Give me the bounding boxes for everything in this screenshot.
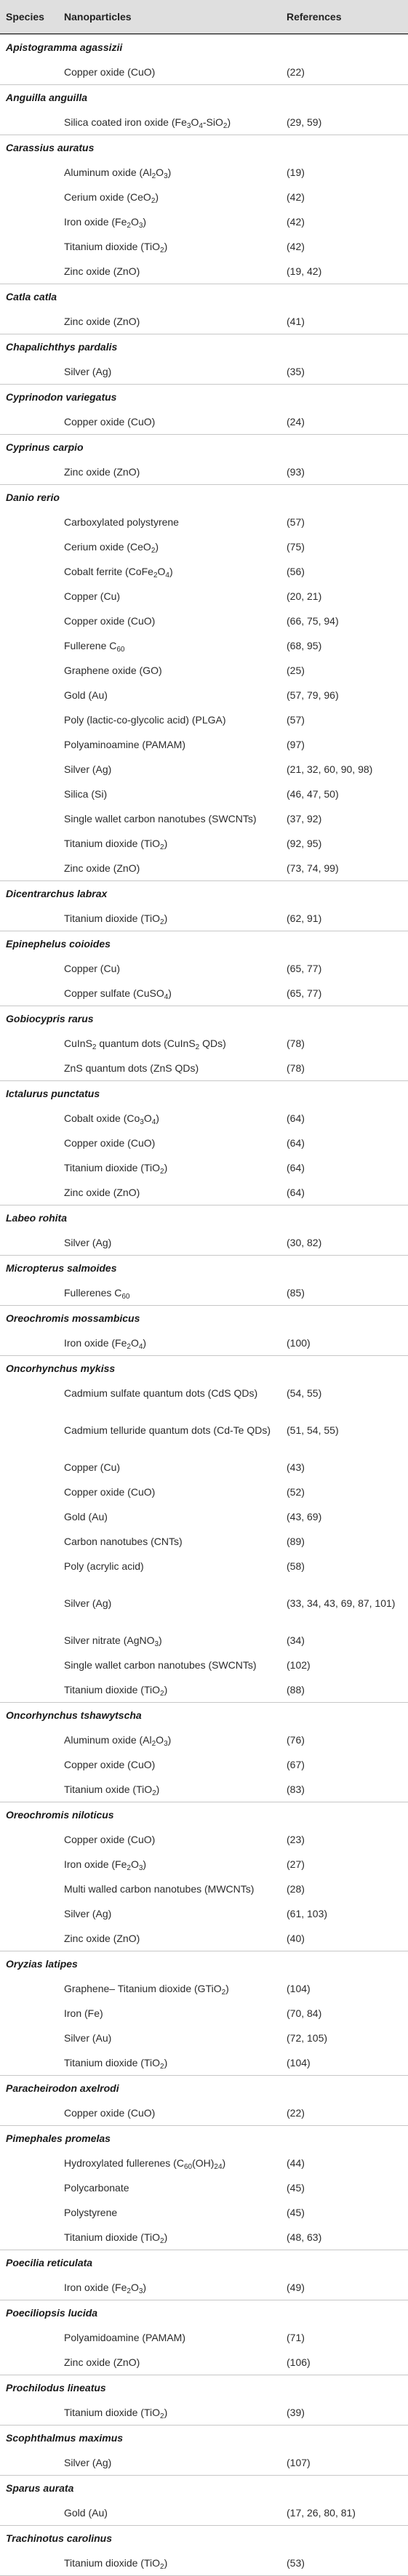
table-row <box>0 1852 408 1877</box>
nanoparticle-cell: Carboxylated polystyrene <box>64 515 179 528</box>
reference-cell: (51, 54, 55) <box>287 1424 339 1436</box>
reference-cell: (65, 77) <box>287 987 322 999</box>
nanoparticle-cell: Gold (Au) <box>64 689 108 701</box>
table-row <box>0 1180 408 1205</box>
reference-cell: (56) <box>287 565 305 577</box>
reference-cell: (100) <box>287 1336 311 1349</box>
table-row <box>0 2450 408 2475</box>
reference-cell: (52) <box>287 1485 305 1498</box>
reference-cell: (43, 69) <box>287 1510 322 1522</box>
nanoparticle-cell: Titanium dioxide (TiO$_2$) <box>64 240 168 254</box>
table-row <box>0 1653 408 1677</box>
reference-cell: (89) <box>287 1535 305 1547</box>
species-row <box>0 1080 408 1106</box>
reference-cell: (57, 79, 96) <box>287 689 339 701</box>
reference-cell: (25) <box>287 664 305 676</box>
reference-cell: (93) <box>287 465 305 478</box>
reference-cell: (45) <box>287 2181 305 2194</box>
reference-cell: (76) <box>287 1733 305 1746</box>
nanoparticle-cell: Copper oxide (CuO) <box>64 1758 156 1770</box>
species-row <box>0 1802 408 1827</box>
species-row <box>0 2125 408 2151</box>
species-name: Anguilla anguilla <box>6 92 88 103</box>
nanoparticle-cell: Aluminum oxide $(Al_2O_3)$ <box>64 1733 172 1748</box>
table-row <box>0 2050 408 2075</box>
table-row <box>0 633 408 658</box>
reference-cell: (92, 95) <box>287 837 322 849</box>
nanoparticle-cell: Silver (Ag) <box>64 2456 112 2468</box>
species-row <box>0 1355 408 1381</box>
nanoparticle-cell: Silver nitrate (AgNO$_3$) <box>64 1634 162 1648</box>
reference-cell: (64) <box>287 1112 305 1124</box>
reference-cell: (61, 103) <box>287 1907 328 1919</box>
table-row <box>0 510 408 534</box>
nanoparticle-cell: Cadmium telluride quantum dots (Cd-Te QDs) <box>64 1424 271 1436</box>
nanoparticle-cell: Copper oxide (CuO) <box>64 1833 156 1845</box>
nanoparticle-cell: Cerium oxide (CeO$_2$) <box>64 190 159 205</box>
nanoparticle-cell: Titanium dioxide (TiO$_2$) <box>64 912 168 926</box>
reference-cell: (58) <box>287 1560 305 1572</box>
table-row <box>0 2350 408 2375</box>
species-name: Dicentrarchus labrax <box>6 888 108 899</box>
species-name: Oreochromis mossambicus <box>6 1312 140 1324</box>
species-name: Chapalichthys pardalis <box>6 341 118 353</box>
species-name: Catla catla <box>6 291 57 302</box>
species-name: Epinephelus coioides <box>6 938 111 950</box>
reference-cell: (62, 91) <box>287 912 322 924</box>
species-name: Scophthalmus maximus <box>6 2432 124 2444</box>
reference-cell: (57) <box>287 713 305 726</box>
species-name: Poeciliopsis lucida <box>6 2307 98 2319</box>
reference-cell: (28) <box>287 1882 305 1895</box>
reference-cell: (30, 82) <box>287 1236 322 1248</box>
nanoparticle-cell: Polyaminoamine (PAMAM) <box>64 738 186 750</box>
reference-cell: (27) <box>287 1858 305 1870</box>
nanoparticle-cell: Titanium dioxide (TiO$_2$) <box>64 2056 168 2071</box>
reference-cell: (72, 105) <box>287 2031 328 2044</box>
reference-cell: (64) <box>287 1161 305 1173</box>
reference-cell: (67) <box>287 1758 305 1770</box>
nanoparticle-cell: Gold (Au) <box>64 1510 108 1522</box>
reference-cell: (22) <box>287 65 305 78</box>
nanoparticle-cell: Titanium dioxide (TiO$_2$) <box>64 837 168 851</box>
nanoparticle-cell: Carbon nanotubes (CNTs) <box>64 1535 183 1547</box>
table-row <box>0 2100 408 2125</box>
species-name: Poecilia reticulata <box>6 2257 93 2268</box>
species-row <box>0 1951 408 1976</box>
reference-cell: (104) <box>287 2056 311 2069</box>
table-row <box>0 234 408 259</box>
table-row <box>0 1480 408 1504</box>
table-row <box>0 831 408 856</box>
reference-cell: (68, 95) <box>287 639 322 651</box>
reference-cell: (85) <box>287 1286 305 1299</box>
species-row <box>0 34 408 60</box>
species-row <box>0 931 408 956</box>
table-row <box>0 409 408 434</box>
reference-cell: (97) <box>287 738 305 750</box>
species-name: Prochilodus lineatus <box>6 2382 106 2394</box>
species-name: Oreochromis niloticus <box>6 1809 114 1821</box>
table-row <box>0 1056 408 1080</box>
reference-cell: (49) <box>287 2281 305 2293</box>
table-row <box>0 2001 408 2026</box>
reference-cell: (64) <box>287 1186 305 1198</box>
species-row <box>0 2425 408 2450</box>
species-name: Cyprinodon variegatus <box>6 391 117 403</box>
header-references: References <box>287 10 342 23</box>
nanoparticle-cell: Single wallet carbon nanotubes (SWCNTs) <box>64 1658 257 1671</box>
header-nanoparticles: Nanoparticles <box>64 10 132 23</box>
nanoparticle-cell: Silver (Au) <box>64 2031 112 2044</box>
reference-cell: (22) <box>287 2106 305 2119</box>
nanoparticle-cell: Cadmium sulfate quantum dots (CdS QDs) <box>64 1387 258 1399</box>
nanoparticle-cell: Copper sulfate (CuSO$_4$) <box>64 987 172 1001</box>
species-name: Carassius auratus <box>6 142 95 153</box>
reference-cell: (42) <box>287 215 305 228</box>
nanoparticle-cell: Titanium dioxide (TiO$_2$) <box>64 1683 168 1698</box>
species-name: Sparus aurata <box>6 2482 74 2494</box>
table-row <box>0 2151 408 2175</box>
species-name: Micropterus salmoides <box>6 1262 117 1274</box>
table-row <box>0 707 408 732</box>
reference-cell: (54, 55) <box>287 1387 322 1399</box>
table-row <box>0 1529 408 1554</box>
table-row <box>0 1155 408 1180</box>
nanoparticle-cell: Zinc oxide (ZnO) <box>64 265 140 277</box>
table-row <box>0 1827 408 1852</box>
nanoparticle-cell: Zinc oxide (ZnO) <box>64 2356 140 2368</box>
nanoparticle-cell: Silica coated iron oxide $(Fe_3O_4-SiO_2)$ <box>64 116 231 130</box>
nanoparticle-cell: Titanium dioxide (TiO$_2$) <box>64 2406 168 2420</box>
nanoparticle-cell: Silver (Ag) <box>64 1597 112 1609</box>
species-name: Danio rerio <box>6 491 60 503</box>
nanoparticle-cell: Aluminum oxide $(Al_2O_3)$ <box>64 166 172 180</box>
table-body <box>0 34 408 2575</box>
species-row <box>0 2250 408 2275</box>
nanoparticle-cell: Graphene oxide (GO) <box>64 664 162 676</box>
table-row <box>0 2500 408 2525</box>
reference-cell: (106) <box>287 2356 311 2368</box>
nanoparticle-cell: Cobalt ferrite $(CoFe_2O_4)$ <box>64 565 173 579</box>
nanoparticle-cell: Zinc oxide (ZnO) <box>64 465 140 478</box>
reference-cell: (48, 63) <box>287 2231 322 2243</box>
table-row <box>0 185 408 209</box>
species-row <box>0 284 408 309</box>
reference-cell: (42) <box>287 190 305 203</box>
table-row <box>0 359 408 384</box>
table-row <box>0 1777 408 1802</box>
reference-cell: (107) <box>287 2456 311 2468</box>
table-row <box>0 956 408 981</box>
table-row <box>0 1405 408 1455</box>
table-row <box>0 534 408 559</box>
table-row <box>0 160 408 185</box>
table-row <box>0 1677 408 1702</box>
species-row <box>0 84 408 110</box>
table-row <box>0 2325 408 2350</box>
table-row <box>0 460 408 484</box>
reference-cell: (78) <box>287 1062 305 1074</box>
table-row <box>0 906 408 931</box>
reference-cell: (66, 75, 94) <box>287 614 339 627</box>
table-row <box>0 2225 408 2250</box>
nanoparticle-cell: Fullerenes $C_{60}$ <box>64 1286 130 1301</box>
reference-cell: (41) <box>287 315 305 327</box>
species-name: Apistogramma agassizii <box>6 41 123 53</box>
table-row <box>0 609 408 633</box>
table-row <box>0 209 408 234</box>
nanoparticle-cell: Polycarbonate <box>64 2181 129 2194</box>
table-row <box>0 1554 408 1578</box>
nanoparticle-cell: Zinc oxide (ZnO) <box>64 1932 140 1944</box>
table-row <box>0 2175 408 2200</box>
reference-cell: (44) <box>287 2156 305 2169</box>
table-row <box>0 2551 408 2575</box>
reference-cell: (40) <box>287 1932 305 1944</box>
table-row <box>0 259 408 284</box>
nanoparticle-cell: Zinc oxide (ZnO) <box>64 315 140 327</box>
reference-cell: (78) <box>287 1037 305 1049</box>
species-row <box>0 2525 408 2551</box>
table-row <box>0 1728 408 1752</box>
reference-cell: (24) <box>287 415 305 428</box>
nanoparticle-cell: Poly (acrylic acid) <box>64 1560 144 1572</box>
nanoparticle-cell: Copper oxide (CuO) <box>64 65 156 78</box>
nanoparticle-cell: Cerium oxide (CeO$_2$) <box>64 540 159 555</box>
species-name: Labeo rohita <box>6 1212 68 1224</box>
reference-cell: (21, 32, 60, 90, 98) <box>287 763 373 775</box>
reference-cell: (33, 34, 43, 69, 87, 101) <box>287 1597 396 1609</box>
table-row <box>0 1331 408 1355</box>
species-name: Ictalurus punctatus <box>6 1088 100 1099</box>
table-row <box>0 60 408 84</box>
species-row <box>0 484 408 510</box>
nanoparticle-cell: Titanium dioxide (TiO$_2$) <box>64 2231 168 2245</box>
reference-cell: (42) <box>287 240 305 252</box>
table-row <box>0 2400 408 2425</box>
nanoparticle-cell: Iron (Fe) <box>64 2007 103 2019</box>
species-row <box>0 1255 408 1280</box>
table-row <box>0 1455 408 1480</box>
species-name: Pimephales promelas <box>6 2132 111 2144</box>
table-row <box>0 757 408 782</box>
table-row <box>0 1031 408 1056</box>
reference-cell: (88) <box>287 1683 305 1696</box>
species-row <box>0 2075 408 2100</box>
nanoparticle-cell: Titanium dioxide (TiO$_2$) <box>64 2556 168 2571</box>
species-name: Oryzias latipes <box>6 1958 78 1970</box>
nanoparticle-cell: Copper (Cu) <box>64 1461 121 1473</box>
reference-cell: (19) <box>287 166 305 178</box>
species-row <box>0 1006 408 1031</box>
table-row <box>0 1976 408 2001</box>
nanoparticle-cell: Single wallet carbon nanotubes (SWCNTs) <box>64 812 257 824</box>
nanoparticle-cell: Poly (lactic-co-glycolic acid) (PLGA) <box>64 713 226 726</box>
nanoparticle-cell: Titanium dioxide (TiO$_2$) <box>64 1161 168 1176</box>
table-row <box>0 683 408 707</box>
table-row <box>0 2200 408 2225</box>
species-row <box>0 880 408 906</box>
nanoparticle-cell: Copper oxide (CuO) <box>64 2106 156 2119</box>
reference-cell: (37, 92) <box>287 812 322 824</box>
nanoparticle-cell: Iron oxide $(Fe_2O_3)$ <box>64 2281 147 2295</box>
table-row <box>0 806 408 831</box>
table-row <box>0 1106 408 1131</box>
nanoparticle-cell: Copper (Cu) <box>64 590 121 602</box>
table-row <box>0 732 408 757</box>
nanoparticle-cell: Gold (Au) <box>64 2506 108 2519</box>
species-name: Trachinotus carolinus <box>6 2532 112 2544</box>
reference-cell: (20, 21) <box>287 590 322 602</box>
nanoparticle-cell: Copper oxide (CuO) <box>64 415 156 428</box>
reference-cell: (23) <box>287 1833 305 1845</box>
nanoparticle-cell: Zinc oxide (ZnO) <box>64 862 140 874</box>
nanoparticle-cell: Multi walled carbon nanotubes (MWCNTs) <box>64 1882 255 1895</box>
reference-cell: (43) <box>287 1461 305 1473</box>
nanoparticle-cell: Iron oxide $(Fe_2O_4)$ <box>64 1336 147 1351</box>
nanoparticle-cell: Iron oxide $(Fe_2O_3)$ <box>64 215 147 230</box>
nanoparticle-cell: Silver (Ag) <box>64 763 112 775</box>
nanoparticle-cell: Graphene– Titanium dioxide (GTiO$_2$) <box>64 1982 229 1997</box>
nanoparticle-cell: Hydroxylated fullerenes $(C_{60}(OH)_{24})$ <box>64 2156 226 2171</box>
table-row <box>0 110 408 135</box>
reference-cell: (65, 77) <box>287 962 322 974</box>
table-row <box>0 309 408 334</box>
table-header <box>0 0 408 34</box>
reference-cell: (73, 74, 99) <box>287 862 339 874</box>
reference-cell: (64) <box>287 1136 305 1149</box>
nanoparticle-cell: Copper oxide (CuO) <box>64 614 156 627</box>
reference-cell: (19, 42) <box>287 265 322 277</box>
nanoparticle-cell: Zinc oxide (ZnO) <box>64 1186 140 1198</box>
reference-cell: (102) <box>287 1658 311 1671</box>
table-row <box>0 1230 408 1255</box>
reference-cell: (104) <box>287 1982 311 1994</box>
table-row <box>0 658 408 683</box>
table-row <box>0 1381 408 1405</box>
table-row <box>0 1578 408 1628</box>
table-row <box>0 2275 408 2300</box>
table-row <box>0 1752 408 1777</box>
nanoparticle-cell: Fullerene $C_{60}$ <box>64 639 125 654</box>
table-row <box>0 1877 408 1901</box>
table-row <box>0 782 408 806</box>
species-row <box>0 434 408 460</box>
reference-cell: (75) <box>287 540 305 553</box>
nanoparticle-cell: Iron oxide $(Fe_2O_3)$ <box>64 1858 147 1872</box>
reference-cell: (17, 26, 80, 81) <box>287 2506 356 2519</box>
species-row <box>0 2300 408 2325</box>
table-row <box>0 2026 408 2050</box>
reference-cell: (39) <box>287 2406 305 2418</box>
table-row <box>0 559 408 584</box>
reference-cell: (35) <box>287 365 305 377</box>
table-row <box>0 1280 408 1305</box>
header-species: Species <box>6 11 44 23</box>
species-row <box>0 1702 408 1728</box>
nanoparticle-cell: Copper oxide (CuO) <box>64 1136 156 1149</box>
nanoparticle-cell: ZnS quantum dots (ZnS QDs) <box>64 1062 199 1074</box>
species-row <box>0 1305 408 1331</box>
nanoparticle-cell: Silver (Ag) <box>64 1907 112 1919</box>
table-row <box>0 1131 408 1155</box>
nanoparticle-cell: Polystyrene <box>64 2206 118 2218</box>
reference-cell: (34) <box>287 1634 305 1646</box>
nanoparticle-cell: Cobalt oxide $(Co_3O_4)$ <box>64 1112 159 1126</box>
table-row <box>0 856 408 880</box>
table-row <box>0 584 408 609</box>
reference-cell: (45) <box>287 2206 305 2218</box>
species-name: Oncorhynchus mykiss <box>6 1363 116 1374</box>
nanoparticle-cell: Copper oxide (CuO) <box>64 1485 156 1498</box>
nanoparticle-cell: CuInS$_2$ quantum dots (CuInS$_2$ QDs) <box>64 1037 226 1051</box>
nanoparticle-cell: Silver (Ag) <box>64 1236 112 1248</box>
nanoparticle-cell: Polyamidoamine (PAMAM) <box>64 2331 186 2343</box>
species-row <box>0 2375 408 2400</box>
species-row <box>0 2475 408 2500</box>
table-row <box>0 1901 408 1926</box>
reference-cell: (83) <box>287 1783 305 1795</box>
reference-cell: (57) <box>287 515 305 528</box>
species-name: Gobiocypris rarus <box>6 1013 94 1024</box>
species-row <box>0 384 408 409</box>
table-row <box>0 1504 408 1529</box>
nanoparticle-cell: Silver (Ag) <box>64 365 112 377</box>
nanoparticle-cell: Silica (Si) <box>64 787 108 800</box>
nanoparticle-cell: Copper (Cu) <box>64 962 121 974</box>
nanoparticle-cell: Titanium oxide (TiO$_2$) <box>64 1783 160 1797</box>
species-row <box>0 334 408 359</box>
reference-cell: (46, 47, 50) <box>287 787 339 800</box>
species-row <box>0 1205 408 1230</box>
reference-cell: (71) <box>287 2331 305 2343</box>
species-name: Oncorhynchus tshawytscha <box>6 1709 142 1721</box>
species-name: Paracheirodon axelrodi <box>6 2082 119 2094</box>
reference-cell: (70, 84) <box>287 2007 322 2019</box>
reference-cell: (29, 59) <box>287 116 322 128</box>
table-row <box>0 981 408 1006</box>
reference-cell: (53) <box>287 2556 305 2569</box>
table-row <box>0 1926 408 1951</box>
species-name: Cyprinus carpio <box>6 441 84 453</box>
table-row <box>0 1628 408 1653</box>
species-row <box>0 135 408 160</box>
